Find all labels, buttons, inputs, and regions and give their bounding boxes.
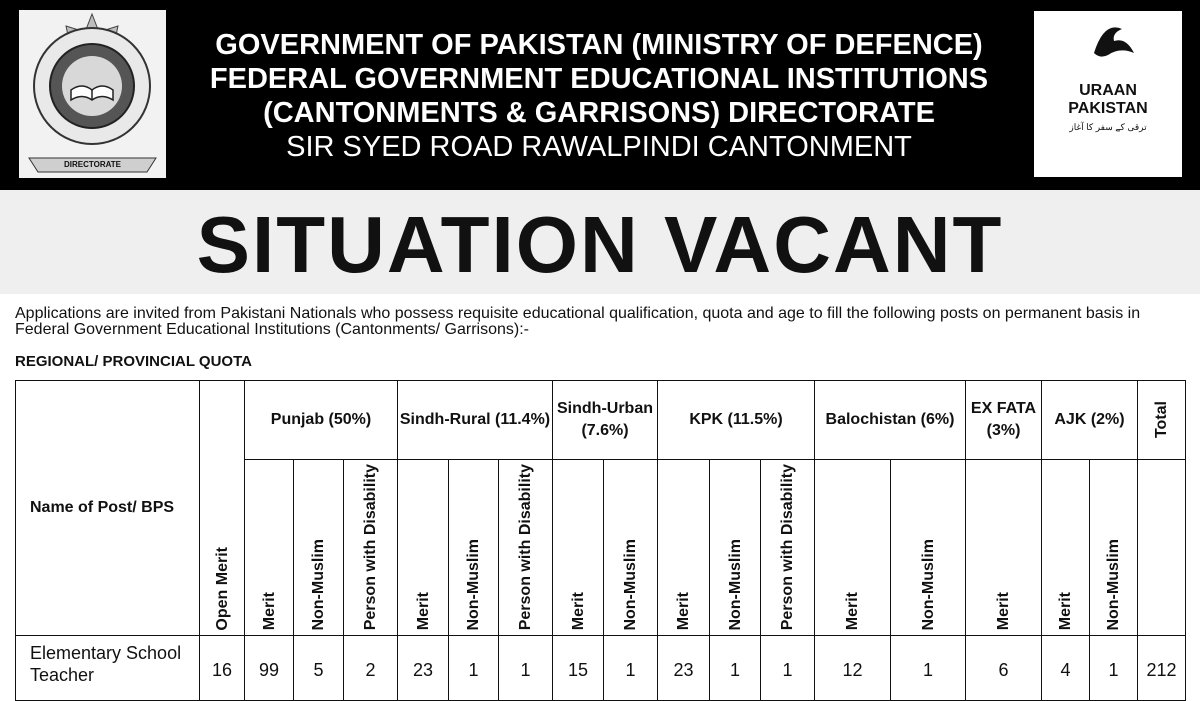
group-sindh-rural: Sindh-Rural (11.4%): [398, 381, 553, 460]
logo-caption: DIRECTORATE: [63, 160, 122, 169]
table-cell: 1: [499, 636, 553, 701]
table-cell: 1: [604, 636, 658, 701]
name-of-post-header: Name of Post/ BPS: [16, 381, 200, 636]
table-cell: 212: [1138, 636, 1186, 701]
header-band: [0, 0, 1200, 190]
subheader-cell: Merit: [553, 460, 604, 636]
open-merit-header: Open Merit: [200, 381, 245, 636]
page-title: SITUATION VACANT: [196, 200, 1004, 289]
subheader-cell: Merit: [966, 460, 1042, 636]
table-cell: 1: [761, 636, 815, 701]
group-balochistan: Balochistan (6%): [815, 381, 966, 460]
table-cell: 23: [658, 636, 710, 701]
subheader-cell: Non-Muslim: [604, 460, 658, 636]
subheader-cell: Non-Muslim: [1090, 460, 1138, 636]
table-cell: 16: [200, 636, 245, 701]
header-line-2: FEDERAL GOVERNMENT EDUCATIONAL INSTITUTIONS: [209, 63, 989, 95]
subheader-cell: Non-Muslim: [449, 460, 499, 636]
subheader-cell: Non-Muslim: [710, 460, 761, 636]
table-cell: 1: [1090, 636, 1138, 701]
table-row: [16, 636, 1186, 701]
table-cell: 15: [553, 636, 604, 701]
fgei-logo: [19, 10, 166, 178]
header-line-3: (CANTONMENTS & GARRISONS) DIRECTORATE: [263, 97, 935, 129]
group-kpk: KPK (11.5%): [658, 381, 815, 460]
total-header: Total: [1138, 381, 1186, 460]
subheader-cell: Merit: [245, 460, 294, 636]
subheader-cell: Non-Muslim: [891, 460, 966, 636]
group-punjab: Punjab (50%): [245, 381, 398, 460]
table-cell: 6: [966, 636, 1042, 701]
subheader-cell: Person with Disability: [761, 460, 815, 636]
table-cell: 23: [398, 636, 449, 701]
subheader-cell-empty: [1138, 460, 1186, 636]
header-text: [170, 28, 1028, 164]
table-cell: 1: [891, 636, 966, 701]
pakistan-text: PAKISTAN: [1068, 100, 1148, 117]
subheader-cell: Merit: [658, 460, 710, 636]
table-cell: 12: [815, 636, 891, 701]
subheader-cell: Merit: [815, 460, 891, 636]
table-cell: 4: [1042, 636, 1090, 701]
subheader-cell: Merit: [1042, 460, 1090, 636]
subheader-cell: Person with Disability: [499, 460, 553, 636]
table-cell: 1: [449, 636, 499, 701]
uraan-text: URAAN: [1079, 82, 1137, 99]
subheader-cell: Merit: [398, 460, 449, 636]
table-cell: 2: [344, 636, 398, 701]
intro-paragraph: Applications are invited from Pakistani Nationals who possess requisite educational qualification, quota and age to fill the following posts on permanent basis in Federal Government Educational Institutions (Cantonments/ Garrisons):-: [15, 305, 1141, 338]
bird-icon: [1034, 11, 1182, 71]
header-line-1: GOVERNMENT OF PAKISTAN (MINISTRY OF DEFENCE): [215, 29, 983, 61]
group-sindh-urban: Sindh-Urban (7.6%): [553, 381, 658, 460]
group-ajk: AJK (2%): [1042, 381, 1138, 460]
post-name-cell: Elementary School Teacher: [16, 636, 200, 701]
vacancy-table: [15, 380, 1186, 701]
table-cell: 99: [245, 636, 294, 701]
header-line-4: SIR SYED ROAD RAWALPINDI CANTONMENT: [286, 131, 912, 163]
quota-heading: REGIONAL/ PROVINCIAL QUOTA: [15, 353, 252, 370]
urdu-tagline: ترقی کے سفر کا آغاز: [1069, 122, 1147, 132]
subheader-cell: Non-Muslim: [294, 460, 344, 636]
table-cell: 5: [294, 636, 344, 701]
uraan-pakistan-logo: [1034, 11, 1182, 177]
group-ex-fata: EX FATA (3%): [966, 381, 1042, 460]
subheader-cell: Person with Disability: [344, 460, 398, 636]
table-cell: 1: [710, 636, 761, 701]
